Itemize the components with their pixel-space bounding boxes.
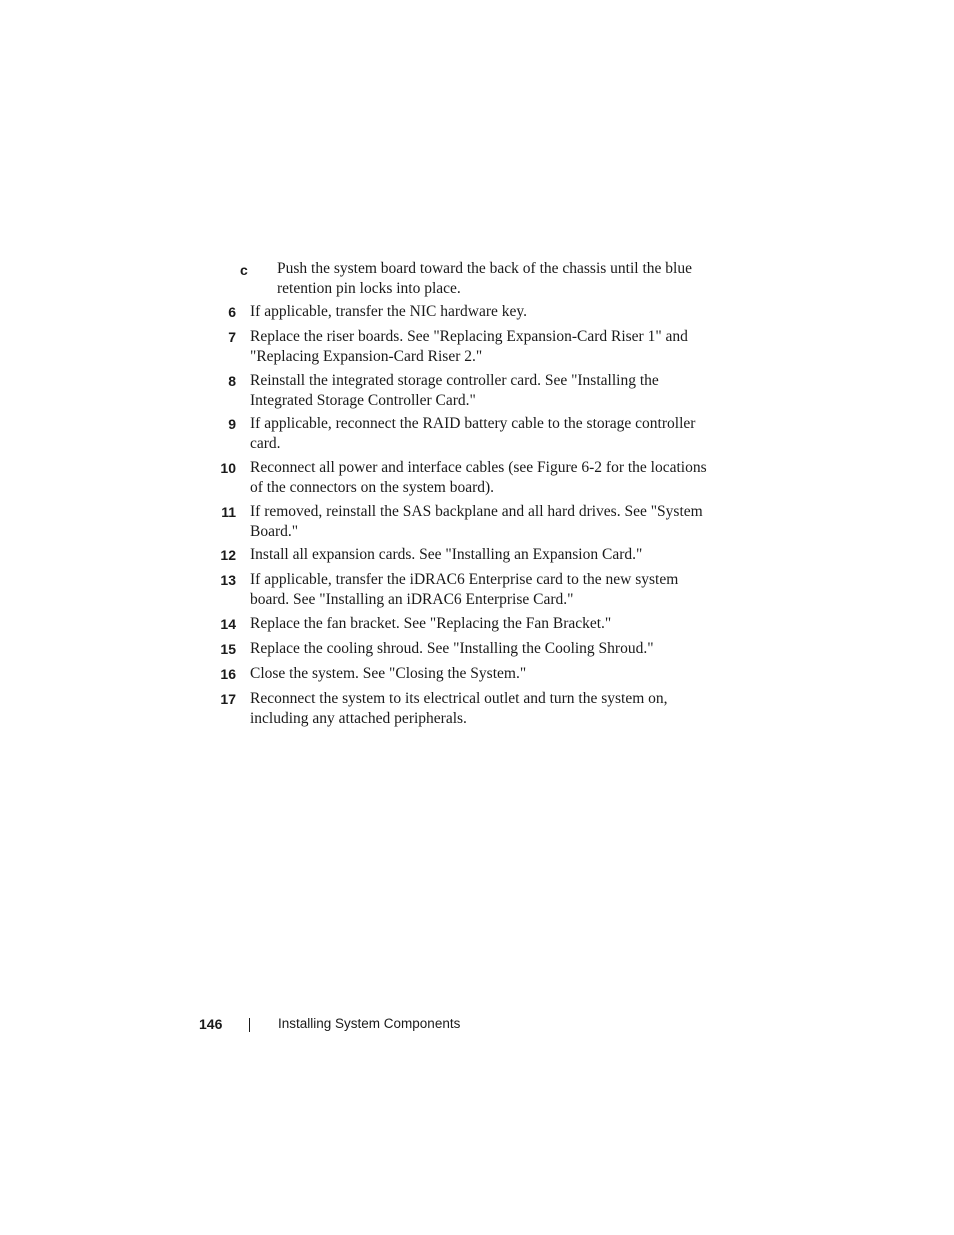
step-number: 9 [228,416,236,432]
step-text: If applicable, transfer the NIC hardware key. [250,303,528,320]
step-number: 12 [220,547,236,563]
step-text: Install all expansion cards. See "Installing an Expansion Card." [250,546,643,563]
step-text: Reconnect the system to its electrical outlet and turn the system on, including any attached peripherals. [250,690,668,727]
step-number: 15 [220,641,236,657]
step-text: If applicable, reconnect the RAID battery cable to the storage controller card. [250,415,696,452]
step-text: Replace the fan bracket. See "Replacing the Fan Bracket." [250,615,612,632]
step-number: 6 [228,304,236,320]
step-number: 16 [220,666,236,682]
step-text: Replace the riser boards. See "Replacing Expansion-Card Riser 1" and "Replacing Expansion-Card Riser 2." [250,328,688,365]
footer-divider [249,1018,250,1032]
step-number: 17 [220,691,236,707]
step-text: Close the system. See "Closing the System." [250,665,527,682]
step-text: Replace the cooling shroud. See "Installing the Cooling Shroud." [250,640,654,657]
step-text: Reconnect all power and interface cables (see Figure 6-2 for the locations of the connectors on the system board). [250,459,707,496]
step-text: If removed, reinstall the SAS backplane and all hard drives. See "System Board." [250,503,703,540]
step-number: 7 [228,329,236,345]
footer-section-title: Installing System Components [278,1016,461,1031]
step-text: If applicable, transfer the iDRAC6 Enterprise card to the new system board. See "Installing an iDRAC6 Enterprise Card." [250,571,679,608]
substep-marker: c [240,262,248,278]
substep-text: Push the system board toward the back of the chassis until the blue retention pin locks into place. [277,260,692,297]
step-number: 10 [220,460,236,476]
step-number: 8 [228,373,236,389]
step-text: Reinstall the integrated storage controller card. See "Installing the Integrated Storage Controller Card." [250,372,659,409]
step-number: 11 [221,504,236,520]
step-number: 13 [220,572,236,588]
page-number: 146 [199,1016,223,1032]
step-number: 14 [220,616,236,632]
